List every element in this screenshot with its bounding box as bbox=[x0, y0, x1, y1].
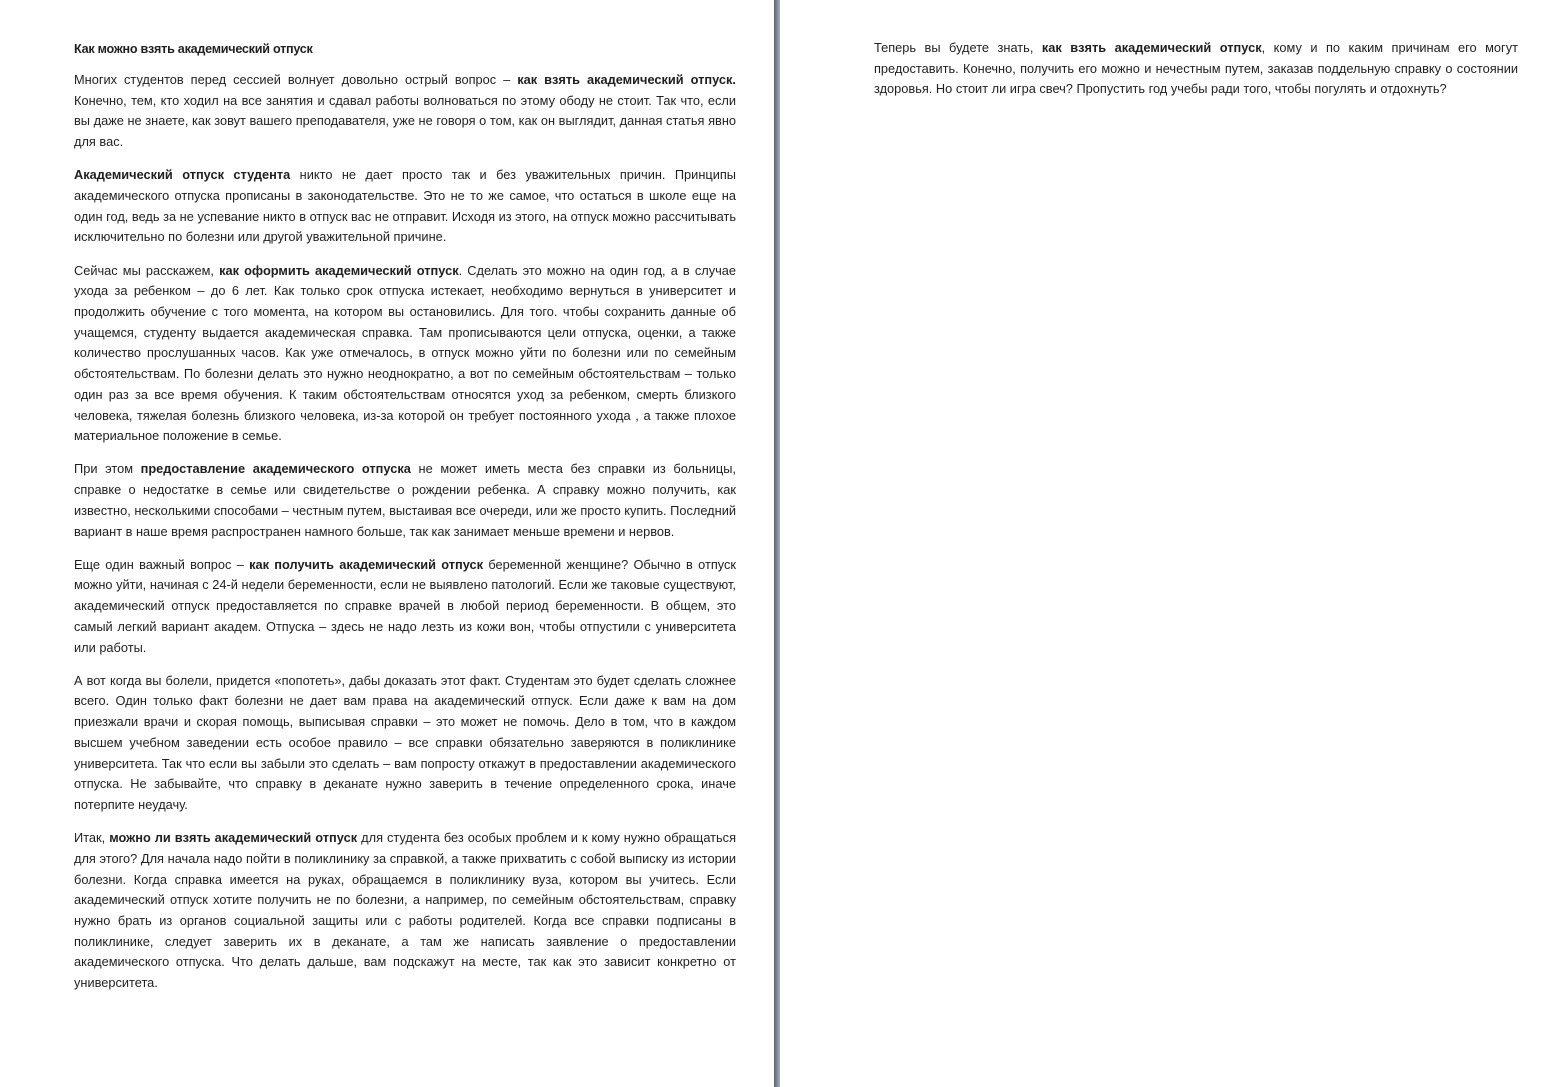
paragraph-text: для студента без особых проблем и к кому нужно обращаться для этого? Для начала надо пойти в поликлинику за справкой, а также прихватить с собой выписку из истории болезни. Когда справка имеется на руках, обращаемся в поликлинику вуза, котором вы учитесь. Если академический отпуск хотите получить не по болезни, а например, по семейным обстоятельствам, справку нужно брать из органов социальной защиты или с работы родителей. Когда все справки подписаны в поликлинике, следует заверить их в деканате, а там же написать заявление о предоставлении академического отпуска. Что делать дальше, вам подскажут на месте, так как это зависит конкретно от университета. bbox=[74, 830, 737, 991]
paragraph-text: При этом bbox=[74, 461, 141, 477]
paragraph-text: Многих студентов перед сессией волнует довольно острый вопрос – bbox=[74, 72, 518, 87]
paragraph-text: беременной женщине? Обычно в отпуск можно уйти, начиная с 24-й недели беременности, если не выявлено патологий. Если же таковые существуют, академический отпуск предоставляется по справке врачей в любой период беременности. В общем, это самый легкий вариант академ. Отпуска – здесь не надо лезть из кожи вон, чтобы отпустили с университета или работы. bbox=[74, 556, 737, 655]
paragraph-2 bbox=[74, 165, 736, 248]
paragraph-text: никто не дает просто так и без уважительных причин. Принципы академического отпуска прописаны в законодательстве. Это не то же самое, что остаться в школе еще на один год, ведь за не успевание никто в отпуск вас не отправит. Исходя из этого, на отпуск можно рассчитывать исключительно по болезни или другой уважительной причине. bbox=[74, 167, 736, 245]
article-title: Как можно взять академический отпуск bbox=[74, 42, 313, 56]
paragraph-5 bbox=[74, 555, 736, 659]
paragraph-bold-phrase: как взять академический отпуск. bbox=[517, 72, 736, 87]
paragraph-text: Конечно, тем, кто ходил на все занятия и сдавал работы волноваться по этому ободу не стоит. Так что, если вы даже не знаете, как зовут вашего преподавателя, уже не говоря о том, как он выглядит, данная статья явно для вас. bbox=[74, 92, 736, 150]
paragraph-text: , кому и по каким причинам его могут предоставить. Конечно, получить его можно и нечестным путем, заказав поддельную справку о состоянии здоровья. Но стоит ли игра свеч? Пропустить год учебы ради того, чтобы погулять и отдохнуть? bbox=[874, 40, 1518, 97]
paragraph-bold-phrase: как оформить академический отпуск bbox=[219, 262, 459, 278]
paragraph-text: Еще один важный вопрос – bbox=[74, 556, 250, 572]
paragraph-text: . Сделать это можно на один год, а в случае ухода за ребенком – до 6 лет. Как только срок отпуска истекает, необходимо вернуться в университет и продолжить обучение с того момента, на котором вы остановились. Для того. чтобы сохранить данные об учащемся, студенту выдается академическая справка. Там прописываются цели отпуска, оценки, а также количество прослушанных часов. Как уже отмечалось, в отпуск можно уйти по болезни или по семейным обстоятельствам. По болезни делать это нужно неоднократно, а вот по семейным обстоятельствам – только один раз за все время обучения. К таким обстоятельствам относятся уход за ребенком, смерть близкого человека, тяжелая болезнь близкого человека, из-за которой он требует постоянного ухода , а также плохое материальное положение в семье. bbox=[74, 262, 736, 444]
paragraph-1 bbox=[74, 70, 736, 153]
paragraph-bold-phrase: можно ли взять академический отпуск bbox=[109, 830, 358, 846]
paragraph-bold-phrase: как взять академический отпуск bbox=[1041, 40, 1262, 55]
paragraph-8 bbox=[874, 38, 1518, 100]
paragraph-bold-phrase: предоставление академического отпуска bbox=[140, 461, 411, 477]
document-page-right bbox=[780, 0, 1555, 1087]
paragraph-text: Сейчас мы расскажем, bbox=[74, 262, 220, 278]
paragraph-7 bbox=[74, 828, 736, 994]
paragraph-text: Теперь вы будете знать, bbox=[874, 40, 1042, 55]
paragraph-4 bbox=[74, 459, 736, 542]
paragraph-text: не может иметь места без справки из больницы, справке о недостатке в семье или свидетельстве о рождении ребенка. А справку можно получить, как известно, несколькими способами – честным путем, выстаивая все очереди, или же просто купить. Последний вариант в наше время распространен намного больше, так как занимает меньше времени и нервов. bbox=[74, 461, 736, 539]
paragraph-text: А вот когда вы болели, придется «попотеть», дабы доказать этот факт. Студентам это будет сделать сложнее всего. Один только факт болезни не дает вам права на академический отпуск. Если даже к вам на дом приезжали врачи и скорая помощь, выписывая справки – это может не помочь. Дело в том, что в каждом высшем учебном заведении есть особое правило – все справки обязательно заверяются в поликлинике университета. Так что если вы забыли это сделать – вам попросту откажут в предоставлении академического отпуска. Не забывайте, что справку в деканате нужно заверить в течение определенного срока, иначе потерпите неудачу. bbox=[74, 672, 736, 812]
paragraph-bold-phrase: Академический отпуск студента bbox=[74, 167, 291, 183]
paragraph-bold-phrase: как получить академический отпуск bbox=[249, 556, 484, 572]
paragraph-text: Итак, bbox=[74, 830, 110, 846]
paragraph-6 bbox=[74, 671, 736, 816]
document-page-left bbox=[0, 0, 774, 1087]
paragraph-3 bbox=[74, 261, 736, 447]
